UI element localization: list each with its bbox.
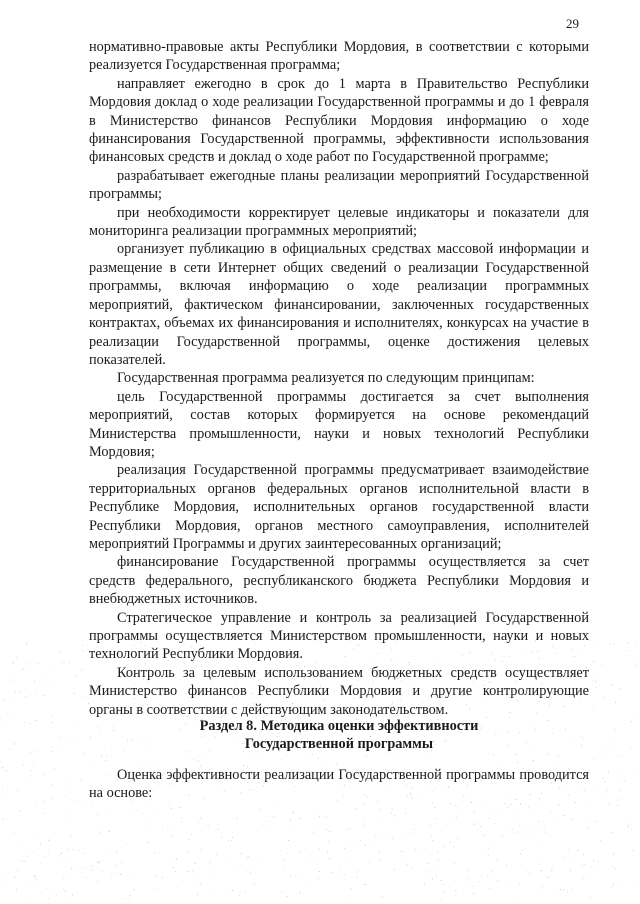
page-number: 29: [566, 16, 579, 31]
paragraph: разрабатывает ежегодные планы реализации мероприятий Государственной программы;: [89, 167, 589, 203]
paragraph: финансирование Государственной программы осуществляется за счет средств федерального, республиканского бюджета Республики Мордовия и внебюджетных источников.: [89, 554, 589, 608]
paragraph: организует публикацию в официальных средствах массовой информации и размещение в сети Интернет общих сведений о реализации Государственной программы, включая информацию о ходе реализации программных мероприятий, фактическом финансировании, заключенных государственных контрактах, объемах их финансирования и исполнителях, конкурсах на участие в реализации Государственной программы, оценке достижения целевых показателей.: [89, 241, 589, 368]
section-heading: [89, 717, 589, 754]
section-intro: [89, 766, 589, 803]
paragraph: направляет ежегодно в срок до 1 марта в Правительство Республики Мордовия доклад о ходе реализации Государственной программы и до 1 февраля в Министерство финансов Республики Мордовия информацию о ходе финансирования Государственной программы, эффективности использования финансовых средств и доклад о ходе работ по Государственной программе;: [89, 75, 589, 166]
paragraph: реализация Государственной программы предусматривает взаимодействие территориальных органов федеральных органов исполнительной власти в Республике Мордовия, исполнительных органов государственной власти Республики Мордовия, органов местного самоуправления, исполнителей мероприятий Программы и других заинтересованных организаций;: [89, 462, 589, 552]
paragraph: при необходимости корректирует целевые индикаторы и показатели для мониторинга реализации программных мероприятий;: [89, 204, 589, 240]
section-heading-line-2: Государственной программы: [244, 736, 434, 753]
paragraph: Стратегическое управление и контроль за реализацией Государственной программы осуществляется Министерством промышленности, науки и новых технологий Республики Мордовия.: [89, 609, 589, 663]
paragraph: Оценка эффективности реализации Государственной программы проводится на основе:: [89, 767, 589, 802]
section-heading-line-1: Раздел 8. Методика оценки эффективности: [199, 718, 479, 734]
document-body: [89, 38, 589, 719]
paragraph: цель Государственной программы достигается за счет выполнения мероприятий, состав которых формируется на основе рекомендаций Министерства промышленности, науки и новых технологий Республики Мордовия;: [89, 388, 589, 460]
paragraph: Государственная программа реализуется по следующим принципам:: [117, 370, 535, 387]
paragraph: нормативно-правовые акты Республики Мордовия, в соответствии с которыми реализуется Государственная программа;: [89, 39, 589, 74]
paragraph: Контроль за целевым использованием бюджетных средств осуществляет Министерство финансов Республики Мордовия и другие контролирующие органы в соответствии с действующим законодательством.: [89, 664, 589, 718]
